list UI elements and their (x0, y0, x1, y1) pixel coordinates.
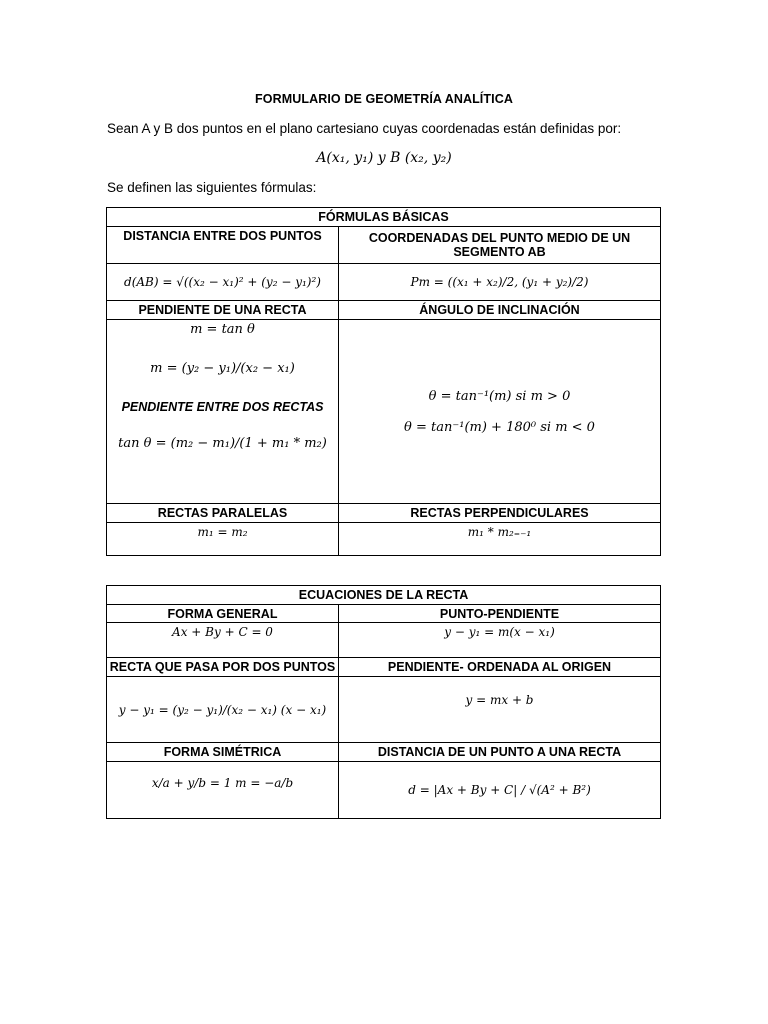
general-form-header: FORMA GENERAL (107, 605, 339, 623)
line-equations-caption: ECUACIONES DE LA RECTA (107, 586, 661, 605)
midpoint-formula: Pm = ((x₁ + x₂)/2, (y₁ + y₂)/2) (339, 264, 661, 301)
page-title: FORMULARIO DE GEOMETRÍA ANALÍTICA (255, 92, 513, 106)
two-lines-title: PENDIENTE ENTRE DOS RECTAS (121, 400, 324, 414)
angle-header: ÁNGULO DE INCLINACIÓN (339, 301, 661, 320)
two-lines-formula: tan θ = (m₂ − m₁)/(1 + m₁ * m₂) (118, 436, 327, 451)
parallel-formula: m₁ = m₂ (107, 523, 339, 556)
two-points-formula: y − y₁ = (y₂ − y₁)/(x₂ − x₁) (x − x₁) (107, 677, 339, 743)
intro-text: Sean A y B dos puntos en el plano cartesiano cuyas coordenadas están definidas por: (107, 121, 622, 136)
line-equations-table (106, 585, 661, 819)
slope-tan-formula: m = tan θ (190, 322, 255, 337)
symmetric-form-header: FORMA SIMÉTRICA (107, 743, 339, 762)
perpendicular-formula: m₁ * m₂₌₋₁ (339, 523, 661, 556)
point-line-distance-formula: d = |Ax + By + C| / √(A² + B²) (339, 762, 661, 819)
point-slope-header: PUNTO-PENDIENTE (339, 605, 661, 623)
slope-cell (107, 320, 339, 504)
point-line-distance-header: DISTANCIA DE UN PUNTO A UNA RECTA (339, 743, 661, 762)
perpendicular-header: RECTAS PERPENDICULARES (339, 504, 661, 523)
angle-cell (339, 320, 661, 504)
parallel-header: RECTAS PARALELAS (107, 504, 339, 523)
slope-intercept-formula: y = mx + b (339, 677, 661, 743)
point-slope-formula: y − y₁ = m(x − x₁) (339, 623, 661, 658)
angle-negative-formula: θ = tan⁻¹(m) + 180⁰ si m < 0 (404, 419, 595, 435)
formulas-intro: Se definen las siguientes fórmulas: (107, 180, 317, 195)
slope-formula: m = (y₂ − y₁)/(x₂ − x₁) (150, 361, 295, 376)
symmetric-form-formula: x/a + y/b = 1 m = −a/b (107, 762, 339, 819)
basic-formulas-caption: FÓRMULAS BÁSICAS (107, 208, 661, 227)
midpoint-header: COORDENADAS DEL PUNTO MEDIO DE UN SEGMENTO AB (339, 227, 661, 264)
angle-positive-formula: θ = tan⁻¹(m) si m > 0 (428, 388, 571, 404)
basic-formulas-table (106, 207, 661, 556)
distance-header: DISTANCIA ENTRE DOS PUNTOS (107, 227, 339, 264)
two-points-header: RECTA QUE PASA POR DOS PUNTOS (107, 658, 339, 677)
slope-intercept-header: PENDIENTE- ORDENADA AL ORIGEN (339, 658, 661, 677)
points-definition: A(x₁, y₁) y B (x₂, y₂) (316, 150, 452, 166)
slope-header: PENDIENTE DE UNA RECTA (107, 301, 339, 320)
general-form-formula: Ax + By + C = 0 (107, 623, 339, 658)
distance-formula: d(AB) = √((x₂ − x₁)² + (y₂ − y₁)²) (107, 264, 339, 301)
